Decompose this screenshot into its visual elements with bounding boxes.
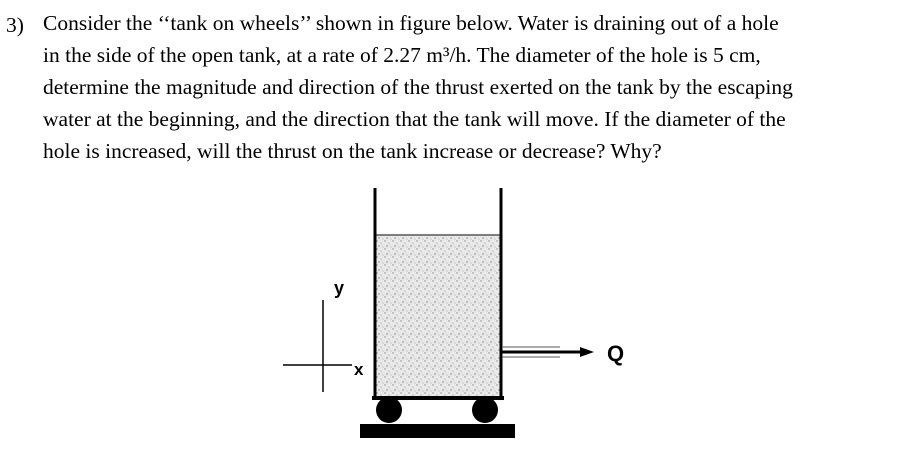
problem-line-5: hole is increased, will the thrust on the tank increase or decrease? Why? [43,139,662,163]
ground [360,424,515,438]
problem-line-3: determine the magnitude and direction of the thrust exerted on the tank by the escaping [43,75,793,99]
problem-line-1: Consider the ‘‘tank on wheels’’ shown in figure below. Water is draining out of a hole [43,11,779,35]
problem-number: 3) [6,13,24,37]
flow-label: Q [607,341,625,366]
problem-line-2: in the side of the open tank, at a rate of 2.27 m³/h. The diameter of the hole is 5 cm, [43,43,761,67]
jet-arrow-head [580,347,594,357]
right-wheel [472,397,498,423]
problem-line-4: water at the beginning, and the direction that the tank will move. If the diameter of the [43,107,786,131]
tank-water [376,235,500,398]
y-axis-label: y [334,278,345,298]
left-wheel [376,397,402,423]
x-axis-label: x [354,360,364,379]
